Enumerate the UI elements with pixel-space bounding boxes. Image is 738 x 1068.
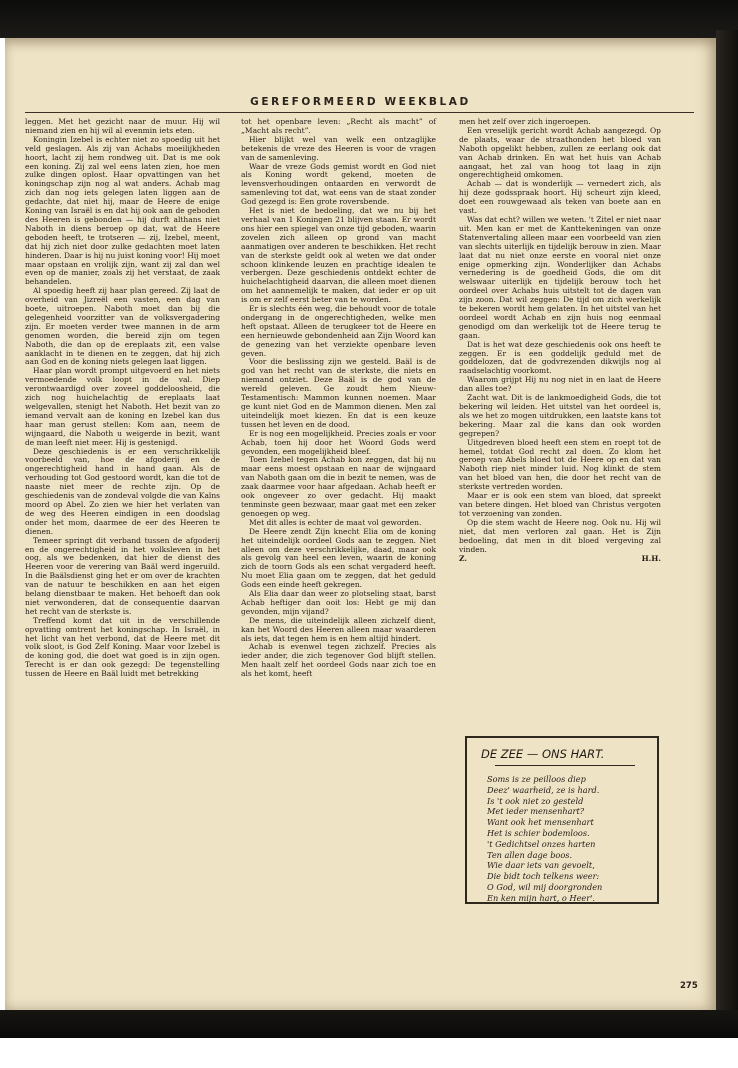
poem-title: DE ZEE — ONS HART. — [481, 747, 605, 761]
poem-line: Die bidt toch telkens weer: — [487, 871, 600, 882]
paragraph: Temeer springt dit verband tussen de afgoderij en de ongerechtigheid in het volksleven in het oog, als we bedenken, dat hier de dienst des Heeren voor de verering van Baäl werd ingeruild. In die Baälsdienst ging het er om over de krachten van de natuur te beschikken en aan het eigen belang dienstbaar te maken. Het behoeft dan ook niet verwonderen, dat de consequentie daarvan het recht van de sterkste is. — [25, 535, 220, 616]
paragraph: Al spoedig heeft zij haar plan gereed. Zij laat de overheid van Jizreël een vasten, een dag van boete, uitroepen. Naboth moet dan bij die gelegenheid voorzitter van de volksvergadering zijn. Er moeten verder twee mannen in de arm genomen worden, die bereid zijn om tegen Naboth, die dan op de ereplaats zit, een valse aanklacht in te dienen en te zeggen, dat hij zich aan God en de koning niets gelegen laat liggen. — [25, 286, 220, 367]
paragraph: Uitgedreven bloed heeft een stem en roept tot de hemel, totdat God recht zal doen. Zo klom het geroep van Abels bloed tot de Heere op en dat van Naboth riep niet minder luid. Nog klinkt de stem van het bloed van hen, die door het recht van de sterkste vertreden worden. — [459, 437, 661, 492]
signature-left: Z. — [459, 554, 467, 564]
text-column-3 — [459, 118, 661, 564]
paragraph: Er is slechts één weg, die behoudt voor de totale ondergang in de ongerechtigheden, welke men heft opstaat. Alleen de terugkeer tot de Heere en een hernieuwde gebondenheid aan Zijn Woord kan de genezing van het verziekte openbare leven geven. — [241, 304, 436, 358]
paragraph: Treffend komt dat uit in de verschillende opvatting omtrent het koningschap. In Israël, in het licht van het verbond, dat de Heere met dit volk sloot, is God Zelf Koning. Maar voor Izebel is de koning god, die doet wat goed is in zijn ogen. Terecht is er dan ook gezegd: De tegenstelling tussen de Heere en Baäl luidt met betrekking — [25, 615, 220, 679]
magazine-page — [5, 38, 716, 1010]
poem-line: Wie daar iets van gevoelt, — [487, 860, 595, 871]
paragraph: Als Elia daar dan weer zo plotseling staat, barst Achab heftiger dan ooit los: Hebt ge mij dan gevonden, mijn vijand? — [241, 589, 436, 616]
paragraph: tot het openbare leven: „Recht als macht” of „Macht als recht”. — [241, 117, 436, 135]
paragraph: Achab — dat is wonderlijk — vernedert zich, als hij deze godsspraak hoort. Hij scheurt zijn kleed, doet een rouwgewaad als teken van boete aan en vast. — [459, 179, 661, 216]
text-column-1 — [25, 118, 220, 679]
paragraph: Maar er is ook een stem van bloed, dat spreekt van betere dingen. Het bloed van Christus vergoten tot verzoening van zonden. — [459, 491, 661, 518]
scan-bottom-edge — [0, 1010, 738, 1038]
paragraph: De mens, die uiteindelijk alleen zichzelf dient, kan het Woord des Heeren alleen maar waarderen als iets, dat tegen hem is en hem altijd hindert. — [241, 615, 436, 643]
poem-line: Want ook het mensenhart — [487, 817, 594, 828]
poem-line: Ten allen dage boos. — [487, 849, 573, 860]
poem-box — [465, 736, 659, 904]
poem-line: Met ieder mensenhart? — [487, 806, 585, 817]
paragraph: De Heere zendt Zijn knecht Elia om de koning het uiteindelijk oordeel Gods aan te zeggen. Niet alleen om deze verschrikkelijke, daad, maar ook als gevolg van heel een leven, waarin de koning zich de toorn Gods als een schat vergaderd heeft. Nu moet Elia gaan om te zeggen, dat het geduld Gods een einde heeft gekregen. — [241, 526, 436, 590]
scan-top-edge — [0, 0, 738, 38]
header-rule — [25, 112, 694, 113]
paragraph: Was dat echt? willen we weten. 't Zitel er niet naar uit. Men kan er met de Kanttekeningen van onze Statenvertaling alleen maar een voorbeeld van zien van slechts uiterlijk en tijdelijk berouw in zien. Maar laat dat nu niet onze eerste en vooral niet onze enige opmerking zijn. Wonderlijker dan Achabs vernedering is de goedheid Gods, die om dit welswaar uiterlijk en tijdelijk berouw toch het oordeel over Achabs huis uitstelt tot de dagen van zijn zoon. Dat wil zeggen: De tijd om zich werkelijk te bekeren wordt hem gelaten. In het uitstel van het oordeel wordt Achab en zijn huis nog eenmaal genodigd om dan werkelijk tot de Heere terug te gaan. — [459, 214, 661, 340]
paragraph: leggen. Met het gezicht naar de muur. Hij wil niemand zien en hij wil al evenmin iets eten. — [25, 117, 220, 135]
paragraph: Deze geschiedenis is er een verschrikkelijk voorbeeld van, hoe de afgoderij en de ongerechtigheid hand in hand gaan. Als de verhouding tot God gestoord wordt, kan die tot de naaste niet meer de rechte zijn. Op de geschiedenis van de zondeval volgde die van Kaïns moord op Abel. Zo zien we hier het verlaten van de weg des Heeren eindigen in een doodslag onder het mom, daarmee de eer des Heeren te dienen. — [25, 446, 220, 536]
paragraph: men het zelf over zich ingeroepen. — [459, 117, 591, 126]
poem-line: Deez' waarheid, ze is hard. — [487, 784, 600, 795]
scan-right-edge — [716, 30, 738, 1030]
paragraph: Dat is het wat deze geschiedenis ook ons heeft te zeggen. Er is een goddelijk geduld met de goddelozen, dat de godvrezenden dikwijls nog al raadselachtig voorkomt. — [459, 339, 661, 376]
page-number: 275 — [680, 981, 698, 991]
poem-line: O God, wil mij doorgronden — [487, 881, 603, 892]
paragraph: Met dit alles is echter de maat vol geworden. — [249, 517, 422, 527]
text-column-2 — [241, 118, 436, 679]
paragraph: Achab is evenwel tegen zichzelf. Precies als ieder ander, die zich tegenover God blijft stellen. Men haalt zelf het oordeel Gods naar zich toe en als het komt, heeft — [241, 642, 436, 679]
poem-line: Soms is ze peilloos diep — [487, 774, 586, 784]
paragraph: Op die stem wacht de Heere nog. Ook nu. Hij wil niet, dat men verloren zal gaan. Het is Zijn bedoeling, dat men in dit bloed vergeving zal vinden. — [459, 517, 661, 554]
paragraph: Een vreselijk gericht wordt Achab aangezegd. Op de plaats, waar de straathonden het bloed van Naboth opgelikt hebben, zullen ze eerlang ook dat van Achab drinken. En wat het huis van Achab aangaat, het zal van hoog tot laag in zijn ongerechtigheid omkomen. — [459, 125, 661, 180]
paragraph: Toen Izebel tegen Achab kon zeggen, dat hij nu maar eens moest opstaan en naar de wijngaard van Naboth gaan om die in bezit te nemen, was de zaak daarmee voor haar afgedaan. Achab heeft er ook ongeveer zo over gedacht. Hij maakt tenminste geen bezwaar, maar gaat met een zeker genoegen op weg. — [241, 455, 436, 518]
poem-line: Is 't ook niet zo gesteld — [487, 795, 584, 806]
poem-line: 't Gedichtsel onzes harten — [487, 838, 596, 849]
paragraph: Waar de vreze Gods gemist wordt en God niet als Koning wordt gekend, moeten de levensverhoudingen ontaarden en verwordt de samenleving tot dat, wat eens van de staat zonder God gezegd is: Een grote roversbende. — [241, 161, 436, 207]
paragraph: Er is nog een mogelijkheid. Precies zoals er voor Achab, toen hij door het Woord Gods werd gevonden, een mogelijkheid bleef. — [241, 428, 436, 456]
poem-line: Het is schier bodemloos. — [487, 827, 590, 838]
paragraph: Het is niet de bedoeling, dat we nu bij het verhaal van 1 Koningen 21 blijven staan. Er wordt ons hier een spiegel van onze tijd geboden, waarin zovelen zich alleen op grond van macht aanmatigen over anderen te beschikken. Het recht van de sterkste geldt ook al weten we dat onder schoon klinkende leuzen en prachtige idealen te verbergen. Deze geschiedenis ontdekt echter de huichelachtigheid daarvan, die alleen moet dienen om het aannemelijk te maken, dat ieder er op uit is om er zelf eerst beter van te worden. — [241, 206, 436, 305]
poem-title-rule — [495, 765, 635, 766]
paragraph: Waarom grijpt Hij nu nog niet in en laat de Heere dan alles toe? — [459, 375, 661, 394]
author-signature — [459, 555, 661, 564]
signature-right: H.H. — [641, 554, 661, 564]
poem-line: En ken mijn hart, o Heer'. — [487, 892, 596, 903]
running-head: GEREFORMEERD WEEKBLAD — [250, 96, 471, 108]
paragraph: Haar plan wordt prompt uitgevoerd en het niets vermoedende volk loopt in de val. Diep verontwaardigd over zoveel goddeloosheid, die zich nog huichelachtig de ereplaats laat welgevallen, stenigt het Naboth. Het bezit van zo iemand vervalt aan de koning en Izebel kan dus haar man gerust stellen: Kom aan, neem de wijngaard, die Naboth u weigerde in bezit, want de man leeft niet meer. Hij is gestenigd. — [25, 366, 220, 447]
paragraph: Hier blijkt wel van welk een ontzaglijke betekenis de vreze des Heeren is voor de vragen van de samenleving. — [241, 134, 436, 162]
paragraph: Koningin Izebel is echter niet zo spoedig uit het veld geslagen. Als zij van Achabs moeilijkheden hoort, lacht zij hem rondweg uit. Dat is me ook een koning. Zij zal wel eens laten zien, hoe men zulke dingen oplost. Haar opvattingen van het koningschap zijn nog al wat anders. Achab mag zich dan nog iets gelegen laten liggen aan de gedachte, dat niet hij, maar de Heere de enige Koning van Israël is en dat hij ook aan de geboden des Heeren is gebonden — hij durft althans niet Naboth in diens beroep op dat, wat de Heere geboden heeft, te trotseren — zij, Izebel, meent, dat hij zich niet door zulke gedachten moet laten hinderen. Daar is hij nu juist koning voor! Hij moet maar opstaan en vrolijk zijn, want zij zal dan wel even op de manier, zoals zij het verstaat, de zaak behandelen. — [25, 134, 220, 287]
paragraph: Voor die beslissing zijn we gesteld. Baäl is de god van het recht van de sterkste, die niets en niemand ontziet. Deze Baäl is de god van de wereld geleven. Ge zoudt hem Nieuw-Testamentisch: Mammon kunnen noemen. Maar ge kunt niet God en de Mammon dienen. Men zal uiteindelijk moet kiezen. En dat is een keuze tussen het leven en de dood. — [241, 357, 436, 429]
paragraph: Zacht wat. Dit is de lankmoedigheid Gods, die tot bekering wil leiden. Het uitstel van het oordeel is, als we het zo mogen uitdrukken, een laatste kans tot bekering. Maar zal die kans dan ook worden gegrepen? — [459, 393, 661, 438]
